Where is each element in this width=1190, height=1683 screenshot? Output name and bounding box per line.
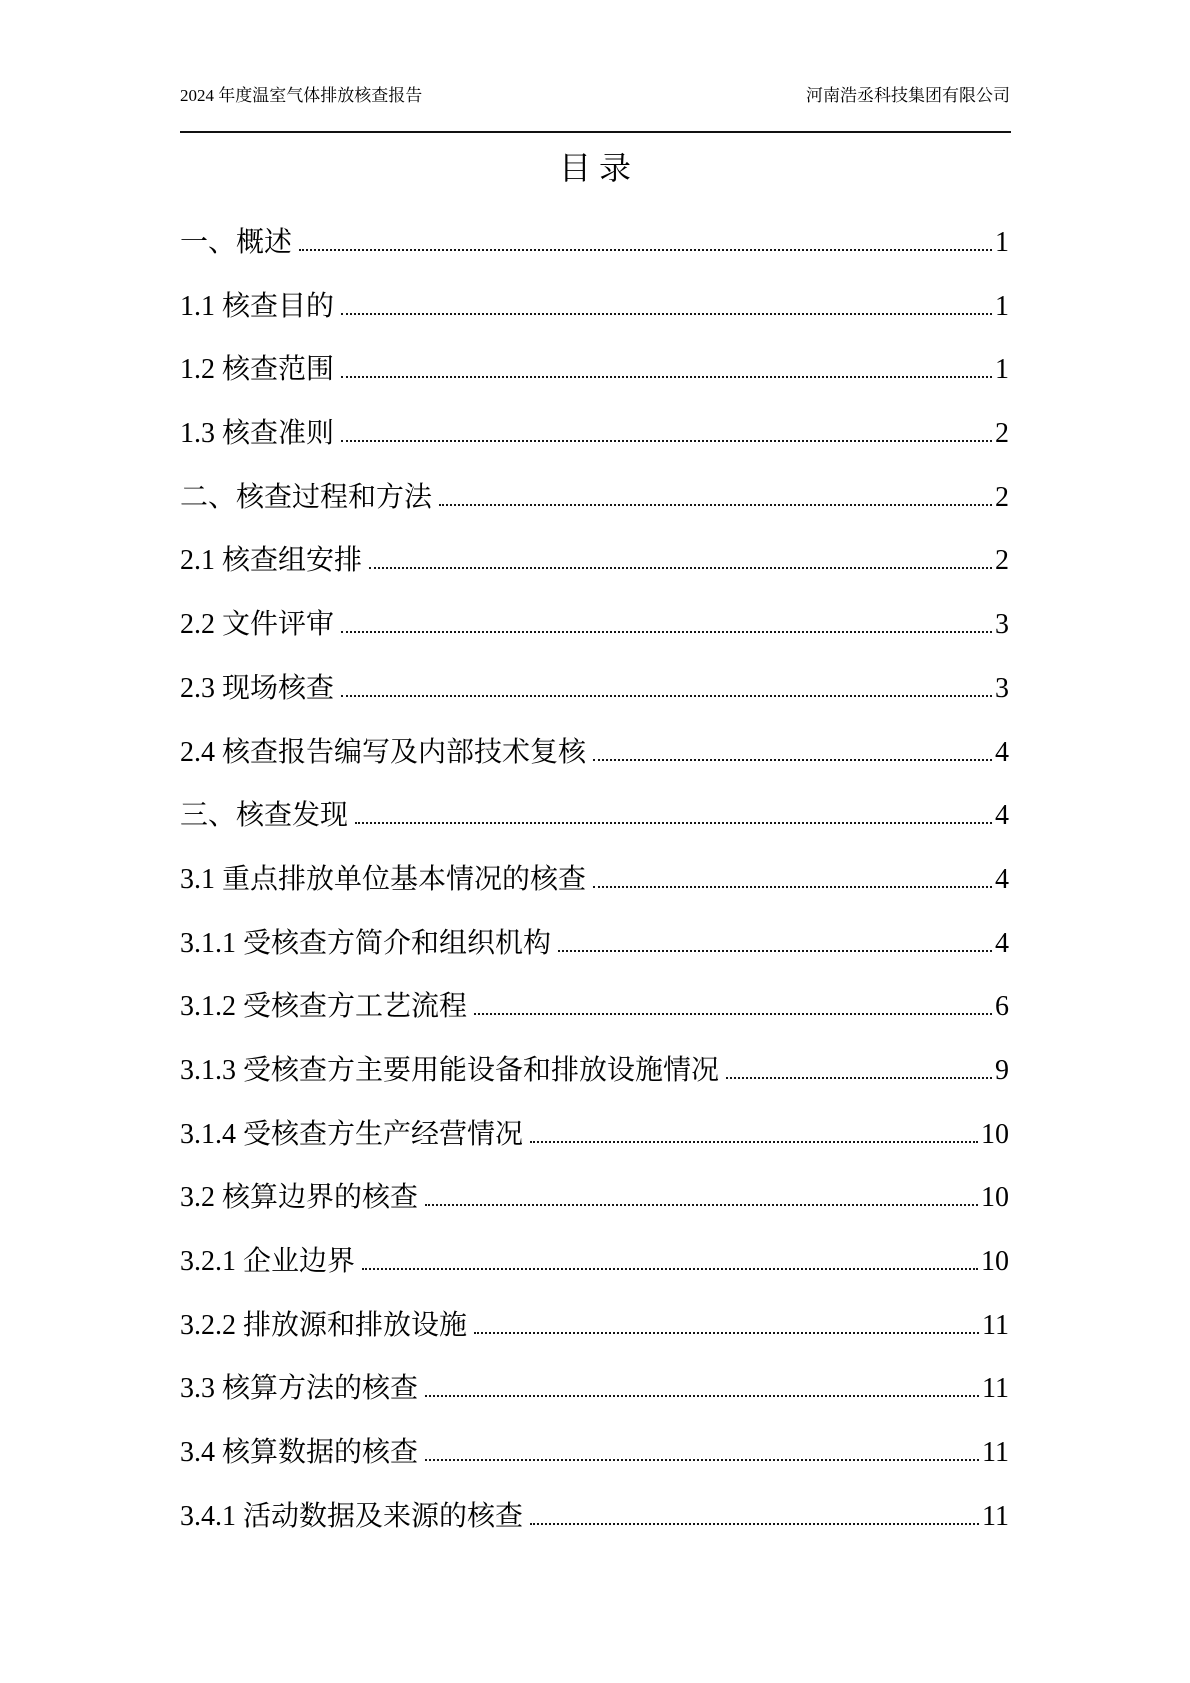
toc-entry-label: 3.2.1 企业边界 (180, 1246, 356, 1277)
toc-row[interactable] (180, 1102, 1009, 1166)
toc-entry-label: 一、概述 (180, 227, 293, 258)
toc-dot-leader (341, 631, 992, 633)
toc-entry-label: 3.2 核算边界的核查 (180, 1182, 419, 1214)
header-report-title: 2024 年度温室气体排放核查报告 (180, 86, 423, 105)
toc-entry-label: 3.1 重点排放单位基本情况的核查 (180, 863, 587, 895)
toc-dot-leader (355, 822, 992, 824)
toc-entry-label: 3.1.3 受核查方主要用能设备和排放设施情况 (180, 1054, 720, 1086)
toc-dot-leader (299, 249, 992, 251)
toc-entry-label: 3.4 核算数据的核查 (180, 1437, 419, 1469)
toc-row[interactable] (180, 847, 1009, 911)
toc-dot-leader (474, 1013, 992, 1015)
toc-entry-label: 2.2 文件评审 (180, 609, 335, 641)
toc-entry-page-number: 1 (995, 354, 1009, 386)
toc-dot-leader (530, 1523, 979, 1525)
toc-entry-label: 3.4.1 活动数据及来源的核查 (180, 1500, 524, 1532)
toc-entry-page-number: 4 (995, 927, 1009, 959)
toc-entry-page-number: 10 (981, 1118, 1009, 1150)
toc-entry-page-number: 10 (981, 1182, 1009, 1214)
toc-dot-leader (341, 440, 992, 442)
toc-dot-leader (425, 1204, 978, 1206)
toc-entry-label: 3.2.2 排放源和排放设施 (180, 1309, 468, 1341)
toc-dot-leader (726, 1077, 992, 1079)
toc-entry-page-number: 2 (995, 418, 1009, 450)
toc-entry-label: 3.1.1 受核查方简介和组织机构 (180, 927, 552, 959)
toc-dot-leader (341, 313, 992, 315)
toc-entry-label: 2.1 核查组安排 (180, 545, 363, 577)
toc-entry-page-number: 3 (995, 672, 1009, 704)
toc-dot-leader (341, 695, 992, 697)
toc-row[interactable] (180, 401, 1009, 465)
toc-entry-page-number: 4 (995, 863, 1009, 895)
toc-row[interactable] (180, 465, 1009, 529)
toc-dot-leader (369, 567, 992, 569)
toc-row[interactable] (180, 210, 1009, 274)
toc-dot-leader (425, 1395, 979, 1397)
toc-entry-label: 1.1 核查目的 (180, 290, 335, 322)
toc-dot-leader (593, 759, 992, 761)
header-company-name: 河南浩丞科技集团有限公司 (806, 86, 1010, 105)
header-divider-rule (180, 131, 1011, 133)
toc-entry-page-number: 4 (995, 736, 1009, 768)
toc-row[interactable] (180, 911, 1009, 975)
toc-dot-leader (474, 1332, 979, 1334)
toc-entry-page-number: 2 (995, 545, 1009, 577)
toc-row[interactable] (180, 528, 1009, 592)
toc-row[interactable] (180, 974, 1009, 1038)
toc-dot-leader (530, 1141, 978, 1143)
toc-entry-label: 二、核查过程和方法 (180, 481, 433, 513)
toc-entry-page-number: 10 (981, 1246, 1009, 1277)
toc-dot-leader (593, 886, 992, 888)
toc-entry-page-number: 3 (995, 609, 1009, 641)
toc-list (180, 210, 1009, 1547)
toc-row[interactable] (180, 1293, 1009, 1357)
toc-title: 目 录 (558, 150, 631, 186)
toc-entry-label: 2.3 现场核查 (180, 672, 335, 704)
toc-row[interactable] (180, 656, 1009, 720)
toc-row[interactable] (180, 1165, 1009, 1229)
toc-entry-page-number: 11 (982, 1500, 1009, 1532)
toc-entry-label: 3.1.4 受核查方生产经营情况 (180, 1118, 524, 1150)
toc-entry-page-number: 1 (995, 227, 1009, 258)
toc-dot-leader (425, 1459, 979, 1461)
toc-row[interactable] (180, 1484, 1009, 1548)
toc-row[interactable] (180, 1229, 1009, 1293)
toc-entry-page-number: 2 (995, 481, 1009, 513)
toc-row[interactable] (180, 1420, 1009, 1484)
toc-entry-page-number: 4 (995, 800, 1009, 832)
page-header (180, 84, 1010, 108)
toc-row[interactable] (180, 592, 1009, 656)
toc-row[interactable] (180, 1356, 1009, 1420)
toc-entry-label: 2.4 核查报告编写及内部技术复核 (180, 736, 587, 768)
toc-entry-label: 3.3 核算方法的核查 (180, 1373, 419, 1405)
toc-entry-page-number: 1 (995, 290, 1009, 322)
toc-dot-leader (362, 1268, 978, 1270)
toc-entry-page-number: 11 (982, 1373, 1009, 1405)
toc-entry-label: 三、核查发现 (180, 800, 349, 832)
toc-row[interactable] (180, 720, 1009, 784)
toc-entry-label: 1.2 核查范围 (180, 354, 335, 386)
toc-row[interactable] (180, 783, 1009, 847)
toc-row[interactable] (180, 337, 1009, 401)
toc-entry-label: 1.3 核查准则 (180, 418, 335, 450)
toc-dot-leader (341, 376, 992, 378)
toc-dot-leader (558, 950, 992, 952)
toc-entry-page-number: 11 (982, 1309, 1009, 1341)
toc-entry-page-number: 6 (995, 991, 1009, 1023)
toc-row[interactable] (180, 1038, 1009, 1102)
toc-entry-page-number: 11 (982, 1437, 1009, 1469)
toc-row[interactable] (180, 274, 1009, 338)
toc-entry-page-number: 9 (995, 1054, 1009, 1086)
toc-entry-label: 3.1.2 受核查方工艺流程 (180, 991, 468, 1023)
toc-dot-leader (439, 504, 992, 506)
